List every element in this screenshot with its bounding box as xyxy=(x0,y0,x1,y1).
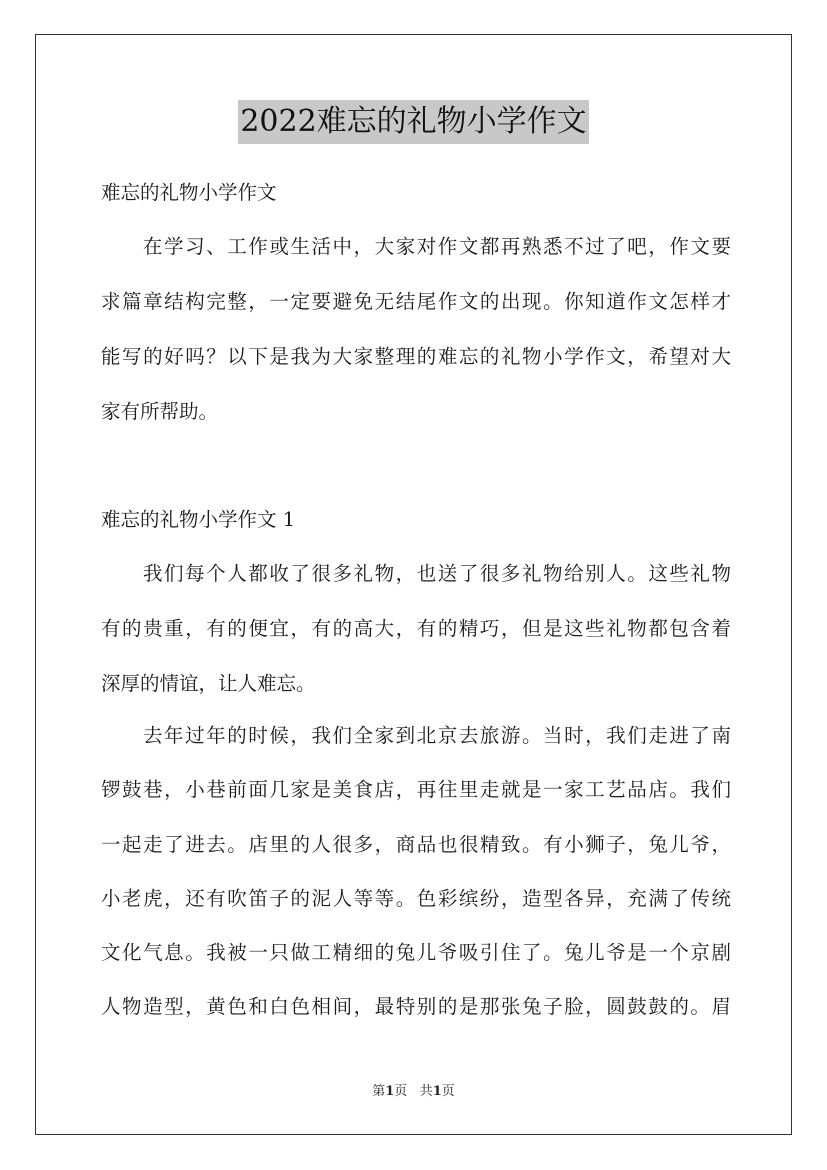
footer-total-prefix: 共 xyxy=(419,1084,433,1099)
section-heading: 难忘的礼物小学作文 1 xyxy=(101,508,296,531)
paragraph-line: 人物造型，黄色和白色相间，最特别的是那张兔子脸，圆鼓鼓的。眉 xyxy=(101,995,731,1018)
subtitle: 难忘的礼物小学作文 xyxy=(101,181,277,204)
paragraph-line: 我们每个人都收了很多礼物，也送了很多礼物给别人。这些礼物 xyxy=(143,562,731,585)
intro-line: 家有所帮助。 xyxy=(101,400,219,423)
intro-line: 能写的好吗？以下是我为大家整理的难忘的礼物小学作文，希望对大 xyxy=(101,345,731,368)
paragraph-line: 文化气息。我被一只做工精细的兔儿爷吸引住了。兔儿爷是一个京剧 xyxy=(101,941,731,964)
footer-total-number: 1 xyxy=(432,1084,442,1099)
paragraph-line: 小老虎，还有吹笛子的泥人等等。色彩缤纷，造型各异，充满了传统 xyxy=(101,887,731,910)
paragraph-line: 去年过年的时候，我们全家到北京去旅游。当时，我们走进了南 xyxy=(143,724,731,747)
footer-page-suffix: 页 xyxy=(394,1084,408,1099)
document-title: 2022难忘的礼物小学作文 xyxy=(238,100,588,144)
footer-page-prefix: 第 xyxy=(372,1084,386,1099)
paragraph-line: 有的贵重，有的便宜，有的高大，有的精巧，但是这些礼物都包含着 xyxy=(101,617,731,640)
paragraph-line: 锣鼓巷，小巷前面几家是美食店，再往里走就是一家工艺品店。我们 xyxy=(101,778,731,801)
footer-total-suffix: 页 xyxy=(441,1084,455,1099)
footer-page-number: 1 xyxy=(385,1084,395,1099)
intro-line: 在学习、工作或生活中，大家对作文都再熟悉不过了吧，作文要 xyxy=(143,235,731,258)
page-footer xyxy=(0,1083,827,1101)
paragraph-line: 一起走了进去。店里的人很多，商品也很精致。有小狮子，兔儿爷， xyxy=(101,833,731,856)
title-container xyxy=(0,100,827,144)
paragraph-line: 深厚的情谊，让人难忘。 xyxy=(101,672,316,695)
intro-line: 求篇章结构完整，一定要避免无结尾作文的出现。你知道作文怎样才 xyxy=(101,290,731,313)
